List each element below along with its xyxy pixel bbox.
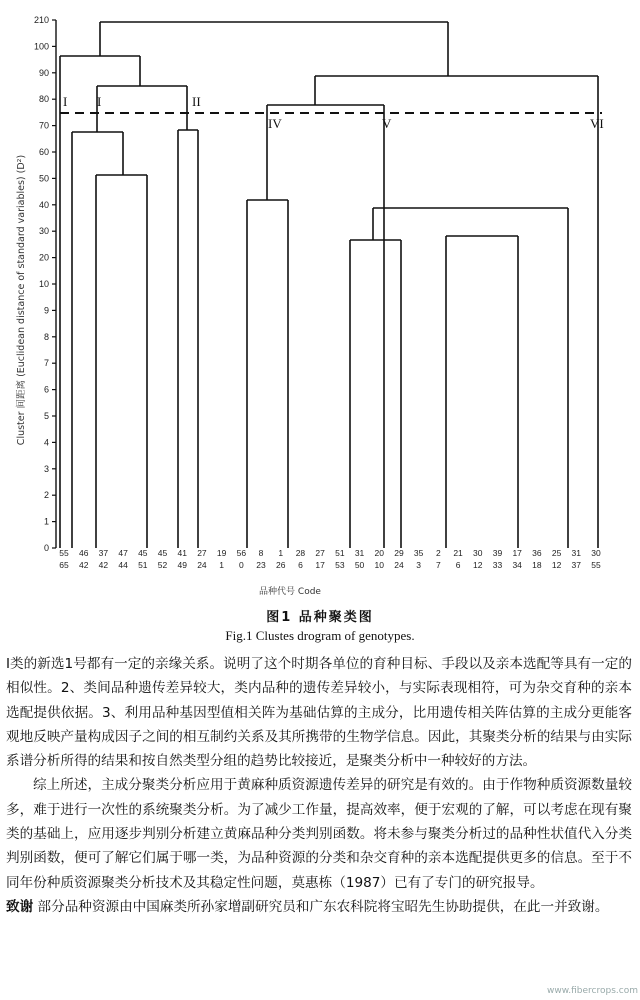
y-tick-label: 210 xyxy=(33,15,49,25)
y-axis xyxy=(34,15,56,553)
leaf-code-bottom: 65 xyxy=(59,560,69,570)
leaf-code-top: 31 xyxy=(354,548,365,558)
leaf-code-top: 27 xyxy=(197,548,207,558)
leaf-code-bottom: 6 xyxy=(298,560,303,570)
leaf-code-bottom: 23 xyxy=(256,560,266,570)
acknowledgement-text: 部分品种资源由中国麻类所孙家增副研究员和广东农科院将宝昭先生协助提供，在此一并致谢。 xyxy=(33,898,609,915)
y-tick-label: 6 xyxy=(43,384,49,395)
y-tick-label: 60 xyxy=(38,147,49,157)
y-tick-label: 9 xyxy=(43,305,49,316)
y-tick-label: 40 xyxy=(38,199,49,210)
y-axis-label: Cluster 间距离 (Euclidean distance of standard variables) (D²) xyxy=(16,154,27,446)
leaf-code-top: 28 xyxy=(295,548,306,558)
leaf-code-bottom: 17 xyxy=(315,560,325,570)
leaf-code-bottom: 3 xyxy=(416,560,422,570)
y-tick-label: 8 xyxy=(43,331,49,342)
leaf-code-top: 20 xyxy=(374,548,384,558)
leaf-code-bottom: 53 xyxy=(335,560,345,570)
leaf-code-bottom: 34 xyxy=(512,560,522,570)
leaf-code-bottom: 33 xyxy=(492,560,503,570)
dendrogram-branches xyxy=(60,22,598,548)
y-tick-label: 0 xyxy=(43,543,49,553)
y-tick-label: 5 xyxy=(43,411,49,421)
leaf-code-top: 30 xyxy=(473,548,483,558)
cluster-label: I xyxy=(63,94,68,109)
y-tick-label: 2 xyxy=(43,490,49,501)
cluster-label: II xyxy=(192,94,201,109)
leaf-code-bottom: 0 xyxy=(238,560,244,570)
leaf-code-bottom: 42 xyxy=(98,560,109,570)
y-tick-label: 100 xyxy=(33,41,49,52)
cluster-label: V xyxy=(382,116,392,131)
leaf-code-top: 37 xyxy=(98,548,109,558)
y-tick-label: 70 xyxy=(38,120,49,131)
leaf-code-top: 56 xyxy=(236,548,247,558)
leaf-code-top: 8 xyxy=(258,548,264,558)
acknowledgement xyxy=(6,895,632,919)
body-text xyxy=(6,652,632,919)
leaf-code-top: 35 xyxy=(413,548,424,558)
leaf-code-top: 46 xyxy=(78,548,89,558)
leaf-code-bottom: 55 xyxy=(591,560,601,570)
leaf-code-top: 36 xyxy=(532,548,542,558)
leaf-code-bottom: 1 xyxy=(219,560,224,570)
leaf-code-bottom: 18 xyxy=(532,560,542,570)
leaf-code-top: 21 xyxy=(453,548,463,558)
y-tick-label: 3 xyxy=(43,463,49,474)
y-tick-label: 4 xyxy=(43,437,49,448)
leaf-code-top: 30 xyxy=(591,548,601,558)
leaf-code-top: 25 xyxy=(551,548,562,558)
leaf-code-top: 2 xyxy=(436,548,441,558)
y-tick-label: 30 xyxy=(38,226,49,237)
leaf-labels xyxy=(59,548,601,570)
leaf-code-bottom: 12 xyxy=(473,560,483,570)
paragraph-2: 综上所述，主成分聚类分析应用于黄麻种质资源遗传差异的研究是有效的。由于作物种质资源数量较多，难于进行一次性的系统聚类分析。为了减少工作量，提高效率，便于宏观的了解，可以考虑在现有聚类的基础上，应用逐步判别分析建立黄麻品种分类判别函数。将未参与聚类分析过的品种性状值代入分类判别函数，便可了解它们属于哪一类，为品种资源的分类和杂交育种的亲本选配提供更多的信息。至于不同年份种质资源聚类分析技术及其稳定性问题，莫惠栋（1987）已有了专门的研究报导。 xyxy=(6,777,632,891)
figure-caption-english: Fig.1 Clustes drogram of genotypes. xyxy=(225,628,415,643)
watermark: www.fibercrops.com xyxy=(547,986,638,996)
acknowledgement-label: 致谢 xyxy=(6,898,34,915)
leaf-code-bottom: 24 xyxy=(394,560,404,570)
cluster-label: I xyxy=(97,94,102,109)
y-tick-label: 7 xyxy=(43,358,49,369)
leaf-code-top: 17 xyxy=(512,548,522,558)
leaf-code-top: 47 xyxy=(118,548,128,558)
figure-caption-chinese: 图1 品种聚类图 xyxy=(266,610,374,625)
y-tick-label: 20 xyxy=(38,252,49,263)
y-tick-label: 10 xyxy=(38,279,49,289)
leaf-code-top: 19 xyxy=(216,548,227,558)
y-tick-label: 90 xyxy=(38,67,49,78)
leaf-code-top: 29 xyxy=(394,548,404,558)
leaf-code-bottom: 7 xyxy=(436,560,441,570)
paragraph-1: Ⅰ类的新选1号都有一定的亲缘关系。说明了这个时期各单位的育种目标、手段以及亲本选配等具有一定的相似性。2、类间品种遗传差异较大，类内品种的遗传差异较小，与实际表现相符，可为杂交育种的亲本选配提供依据。3、利用品种基因型值相关阵为基础估算的主成分，比用遗传相关阵估算的主成分更能客观地反映产量构成因子之间的相互制约关系及其所携带的生物学信息。因此，其聚类分析的结果与由实际系谱分析所得的结果和按自然类型分组的趋势比较接近，是聚类分析中一种较好的方法。 xyxy=(6,656,632,770)
leaf-code-top: 55 xyxy=(59,548,69,558)
y-tick-label: 50 xyxy=(38,173,49,184)
leaf-code-top: 41 xyxy=(177,548,187,558)
cluster-label: VI xyxy=(590,116,604,131)
leaf-code-bottom: 42 xyxy=(78,560,89,570)
leaf-code-top: 45 xyxy=(138,548,148,558)
leaf-code-top: 45 xyxy=(157,548,168,558)
leaf-code-top: 27 xyxy=(315,548,325,558)
leaf-code-bottom: 6 xyxy=(455,560,461,570)
leaf-code-bottom: 50 xyxy=(354,560,365,570)
leaf-code-top: 31 xyxy=(571,548,582,558)
y-tick-label: 80 xyxy=(38,94,49,105)
leaf-code-bottom: 12 xyxy=(551,560,562,570)
leaf-code-top: 39 xyxy=(492,548,503,558)
leaf-code-bottom: 10 xyxy=(374,560,384,570)
leaf-code-bottom: 49 xyxy=(177,560,187,570)
leaf-code-bottom: 52 xyxy=(157,560,168,570)
leaf-code-bottom: 26 xyxy=(276,560,286,570)
y-tick-label: 1 xyxy=(43,516,49,527)
x-axis-label: 品种代号 Code xyxy=(259,587,321,597)
leaf-code-bottom: 37 xyxy=(571,560,582,570)
leaf-code-top: 1 xyxy=(278,548,284,558)
leaf-code-bottom: 44 xyxy=(118,560,128,570)
leaf-code-bottom: 51 xyxy=(138,560,148,570)
leaf-code-bottom: 24 xyxy=(197,560,207,570)
leaf-code-top: 51 xyxy=(335,548,345,558)
cluster-label: IV xyxy=(268,116,282,131)
